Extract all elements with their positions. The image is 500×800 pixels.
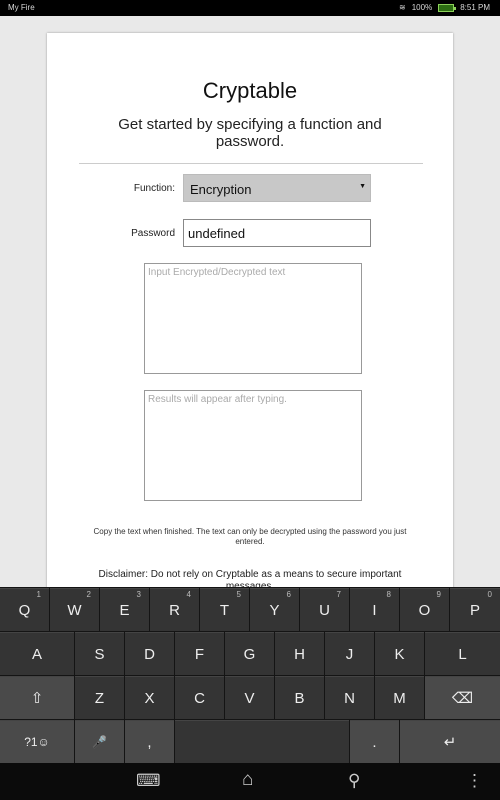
- key-l[interactable]: L: [425, 632, 500, 675]
- key-b[interactable]: B: [275, 676, 324, 719]
- key-r[interactable]: R 4: [150, 588, 199, 631]
- app-title: Cryptable: [202, 78, 298, 103]
- key-j[interactable]: J: [325, 632, 374, 675]
- key-q[interactable]: Q 1: [0, 588, 49, 631]
- shift-key[interactable]: [0, 676, 74, 719]
- space-key[interactable]: [175, 720, 349, 763]
- key-w[interactable]: W 2: [50, 588, 99, 631]
- soft-keyboard: [0, 587, 500, 763]
- divider: [79, 163, 423, 164]
- enter-icon: ↵: [443, 734, 457, 751]
- key-x[interactable]: X: [125, 676, 174, 719]
- comma-key[interactable]: ,: [125, 720, 174, 763]
- dropdown-caret-icon: ▼: [359, 183, 366, 190]
- password-label: Password: [131, 228, 175, 239]
- menu-icon[interactable]: ⋮: [466, 771, 483, 790]
- status-bar: [0, 0, 500, 16]
- shift-icon: ⇧: [30, 690, 44, 707]
- wifi-icon: ≋: [399, 3, 406, 12]
- period-key[interactable]: .: [350, 720, 399, 763]
- function-select-value: Encryption: [190, 182, 252, 197]
- mic-key[interactable]: [75, 720, 124, 763]
- key-y[interactable]: Y 6: [250, 588, 299, 631]
- home-icon[interactable]: ⌂: [242, 769, 254, 790]
- key-o[interactable]: O 9: [400, 588, 449, 631]
- input-textarea[interactable]: Input Encrypted/Decrypted text: [144, 263, 362, 374]
- battery-icon: [438, 4, 454, 12]
- key-p[interactable]: P 0: [450, 588, 500, 631]
- key-d[interactable]: D: [125, 632, 174, 675]
- battery-percent: 100%: [411, 3, 433, 12]
- key-e[interactable]: E 3: [100, 588, 149, 631]
- key-z[interactable]: Z: [75, 676, 124, 719]
- key-u[interactable]: U 7: [300, 588, 349, 631]
- symbols-key[interactable]: ?1☺: [0, 720, 74, 763]
- password-field[interactable]: undefined: [183, 219, 371, 247]
- key-m[interactable]: M: [375, 676, 424, 719]
- key-g[interactable]: G: [225, 632, 274, 675]
- clock: 8:51 PM: [460, 3, 490, 12]
- app-card: [47, 33, 453, 593]
- backspace-key[interactable]: [425, 676, 500, 719]
- key-h[interactable]: H: [275, 632, 324, 675]
- key-s[interactable]: S: [75, 632, 124, 675]
- function-select[interactable]: [183, 174, 371, 202]
- enter-key[interactable]: [400, 720, 500, 763]
- key-i[interactable]: I 8: [350, 588, 399, 631]
- backspace-icon: ⌫: [451, 690, 474, 707]
- disclaimer-text: Disclaimer: Do not rely on Cryptable as a means to secure important: [98, 569, 402, 580]
- function-label: Function:: [133, 183, 175, 194]
- key-n[interactable]: N: [325, 676, 374, 719]
- navigation-bar: [0, 763, 500, 800]
- key-a[interactable]: A: [0, 632, 74, 675]
- key-f[interactable]: F: [175, 632, 224, 675]
- device-name: My Fire: [8, 3, 35, 12]
- search-icon[interactable]: ⚲: [348, 771, 361, 790]
- status-icons: [399, 3, 490, 12]
- key-c[interactable]: C: [175, 676, 224, 719]
- key-k[interactable]: K: [375, 632, 424, 675]
- key-v[interactable]: V: [225, 676, 274, 719]
- instruction-note: Copy the text when finished. The text can only be decrypted using the password you just entered.: [93, 527, 407, 546]
- key-t[interactable]: T 5: [200, 588, 249, 631]
- result-textarea[interactable]: Results will appear after typing.: [144, 390, 362, 501]
- keyboard-icon[interactable]: ⌨: [136, 771, 161, 790]
- microphone-icon: 🎤: [92, 735, 107, 749]
- app-subtitle: Get started by specifying a function and password.: [118, 116, 382, 150]
